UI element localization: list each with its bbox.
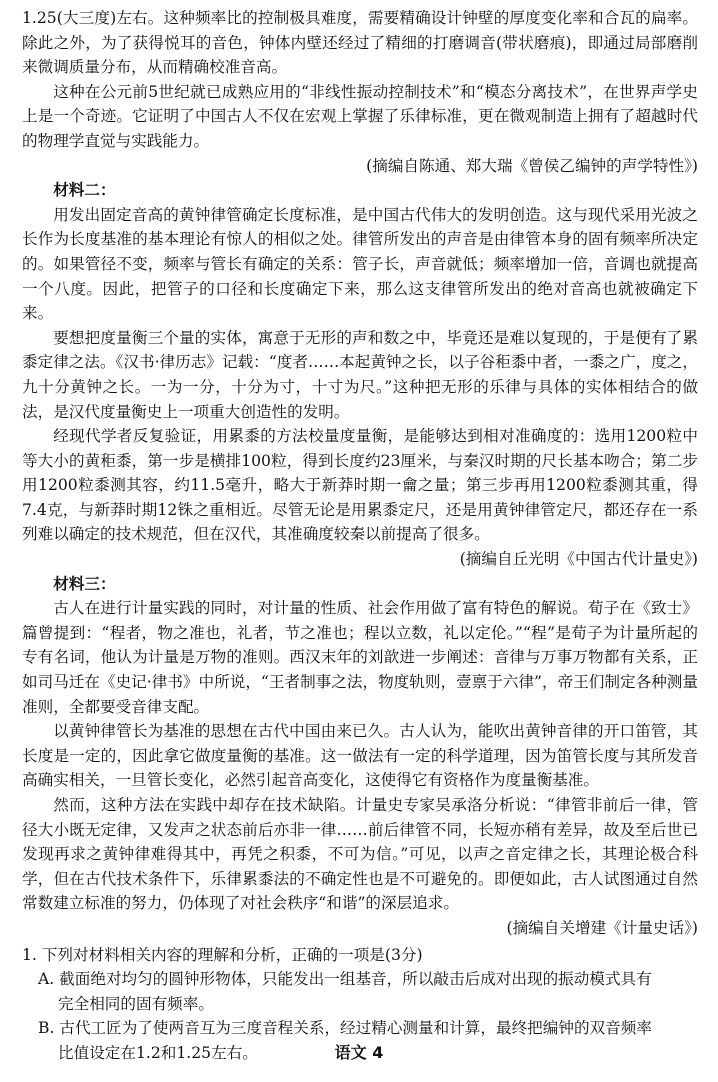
material2-source: (摘编自丘光明《中国古代计量史》) [459,550,698,569]
material3-source: (摘编自关增建《计量史话》) [506,918,698,937]
page-footer-label: 语文 4 [334,1043,384,1062]
intro-paragraph-1: 1.25(大三度)左右。这种频率比的控制极具难度，需要精确设计钟壁的厚度变化率和合瓦的扁率。除此之外，为了获得悦耳的音色，钟体内壁还经过了精细的打磨调音(带状磨痕)，即通过局部磨削来微调质量分布，从而精确校准音高。 [22,9,698,77]
material2-paragraph-3: 经现代学者反复验证，用累黍的方法校量度量衡，是能够达到相对准确度的：选用1200粒中等大小的黄秬黍，第一步是横排100粒，得到长度约23厘米，与秦汉时期的尺长基本吻合；第二步用1200粒黍测其容，约11.5毫升，略大于新莽时期一龠之量；第三步再用1200粒黍测其重，得7.4克，与新莽时期12铢之重相近。尽管无论是用累黍定尺，还是用黄钟律管定尺，都还存在一系列难以确定的技术规范，但在汉代，其准确度较秦以前提高了很多。 [22,427,698,544]
material3-paragraph-1: 古人在进行计量实践的同时，对计量的性质、社会作用做了富有特色的解说。荀子在《致士》篇曾提到：“程者，物之准也，礼者，节之准也；程以立数，礼以定伦。”“程”是荀子为计量所起的专有名词，他认为计量是万物的准则。西汉末年的刘歆进一步阐述：音律与万事万物都有关系，正如司马迁在《史记·律书》中所说，“王者制事之法，物度轨则，壹禀于六律”，帝王们制定各种测量准则，全都要受音律支配。 [22,599,698,716]
question-1-option-a-line-1: A. 截面绝对均匀的圆钟形物体，只能发出一组基音，所以敲击后成对出现的振动模式具有 [38,970,652,989]
material3-paragraph-2: 以黄钟律管长为基准的思想在古代中国由来已久。古人认为，能吹出黄钟音律的开口笛管，其长度是一定的，因此拿它做度量衡的基准。这一做法有一定的科学道理，因为笛管长度与其所发音高确实相关，一旦管长变化，必然引起音高变化，这使得它有资格作为度量衡基准。 [22,722,698,790]
exam-page [22,6,698,1066]
question-1-stem: 1. 下列对材料相关内容的理解和分析，正确的一项是(3分) [22,945,423,964]
material2-heading: 材料二： [53,180,116,200]
material3-heading: 材料三： [53,573,116,593]
question-1-option-b-line-1: B. 古代工匠为了使两音互为三度音程关系，经过精心测量和计算，最终把编钟的双音频率 [38,1019,652,1038]
question-1-option-a-line-2: 完全相同的固有频率。 [58,994,214,1013]
intro-paragraph-2: 这种在公元前5世纪就已成熟应用的“非线性振动控制技术”和“模态分离技术”，在世界声学史上是一个奇迹。它证明了中国古人不仅在宏观上掌握了乐律标准，更在微观制造上拥有了超越时代的物理学直觉与实践能力。 [22,82,698,150]
material2-paragraph-2: 要想把度量衡三个量的实体，寓意于无形的声和数之中，毕竟还是难以复现的，于是便有了累黍定律之法。《汉书·律历志》记载：“度者……本起黄钟之长，以子谷秬黍中者，一黍之广，度之，九十分黄钟之长。一为一分，十分为寸，十寸为尺。”这种把无形的乐律与具体的实体相结合的做法，是汉代度量衡史上一项重大创造性的发明。 [22,328,698,421]
question-1-option-b-line-2: 比值设定在1.2和1.25左右。 [58,1043,258,1062]
intro-source: (摘编自陈通、郑大瑞《曾侯乙编钟的声学特性》) [366,156,698,175]
material2-paragraph-1: 用发出固定音高的黄钟律管确定长度标准，是中国古代伟大的发明创造。这与现代采用光波之长作为长度基准的基本理论有惊人的相似之处。律管所发出的声音是由律管本身的固有频率所决定的。如果管径不变，频率与管长有确定的关系：管子长，声音就低；频率增加一倍，音调也就提高一个八度。因此，把管子的口径和长度确定下来，那么这支律管所发出的绝对音高也就被确定下来。 [22,205,698,323]
material3-paragraph-3: 然而，这种方法在实践中却存在技术缺陷。计量史专家吴承洛分析说：“律管非前后一律，管径大小既无定律，又发声之状态前后亦非一律……前后律管不同，长短亦稍有差异，故及至后世已发现再求之黄钟律难得其中，再凭之积黍，不可为信。”可见，以声之音定律之长，其理论极合科学，但在古代技术条件下，乐律累黍法的不确定性也是不可避免的。即便如此，古人试图通过自然常数建立标准的努力，仍体现了对社会秩序“和谐”的深层追求。 [22,796,698,913]
